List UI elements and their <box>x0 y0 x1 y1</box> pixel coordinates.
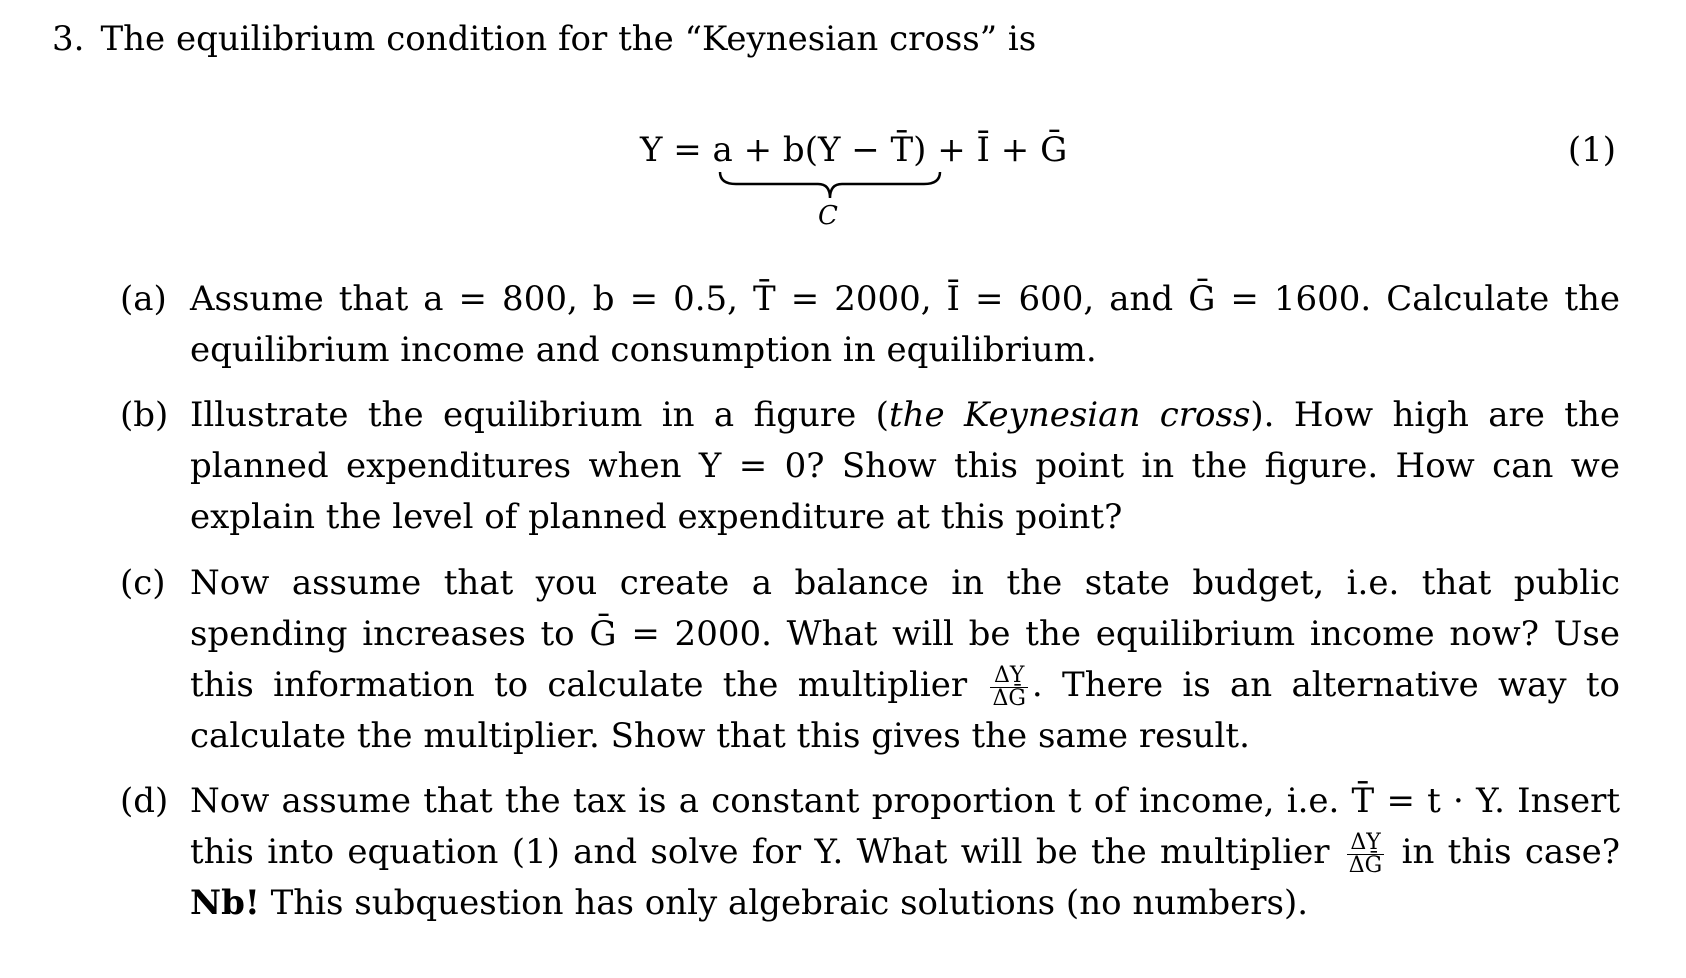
subquestion-label: (d) <box>120 781 169 821</box>
fraction-numerator: ΔY <box>1347 832 1384 855</box>
text-segment: . There is an alternative way to calculate the multiplier. Show that this gives the same result. <box>190 665 1620 756</box>
consumption-brace-label: C <box>818 201 838 231</box>
question-number: 3. <box>52 19 85 59</box>
subquestion-text <box>190 776 1620 929</box>
equation-number: (1) <box>1567 130 1616 170</box>
subquestion-label: (b) <box>120 395 169 435</box>
subquestion-b <box>120 390 1620 543</box>
keynesian-cross-equation: Y = a + b(Y − T̄) + Ī + Ḡ <box>640 130 1068 170</box>
question-heading <box>52 14 1036 64</box>
subquestion-d <box>120 776 1620 929</box>
text-segment: Now assume that the tax is a constant proportion t of income, i.e. T̄ = t · Y. Insert this into equation (1) and solve for Y. What will be the multiplier <box>190 781 1620 872</box>
subquestion-text: Assume that a = 800, b = 0.5, T̄ = 2000, Ī = 600, and Ḡ = 1600. Calculate the equilibrium income and consumption in equilibrium. <box>190 279 1620 370</box>
fraction-denominator: ΔḠ <box>1348 852 1383 878</box>
nb-label: Nb! <box>190 883 260 923</box>
fraction-denominator: ΔḠ <box>992 685 1026 711</box>
text-segment: Illustrate the equilibrium in a figure ( <box>190 395 889 435</box>
multiplier-fraction <box>990 662 1027 711</box>
question-intro: The equilibrium condition for the “Keynesian cross” is <box>100 19 1037 59</box>
text-segment: in this case? <box>1401 832 1620 872</box>
fraction-numerator: ΔY <box>990 665 1027 688</box>
subquestion-c <box>120 558 1620 762</box>
text-segment: Now assume that you create a balance in the state budget, i.e. that public spending increases to Ḡ = 2000. What will be the equilibrium income now? Use this information to calculate the multiplier <box>190 563 1620 705</box>
subquestion-text <box>190 558 1620 762</box>
subquestion-label: (c) <box>120 563 166 603</box>
subquestion-a <box>120 274 1620 376</box>
italic-term: the Keynesian cross <box>888 395 1251 435</box>
text-segment: ). How high are the planned expenditures when Y = 0? Show this point in the figure. How can we explain the level of planned expenditure at this point? <box>190 395 1620 537</box>
nb-text: This subquestion has only algebraic solutions (no numbers). <box>270 883 1309 923</box>
subquestion-text <box>190 390 1620 543</box>
multiplier-fraction <box>1347 829 1384 878</box>
subquestion-label: (a) <box>120 279 167 319</box>
